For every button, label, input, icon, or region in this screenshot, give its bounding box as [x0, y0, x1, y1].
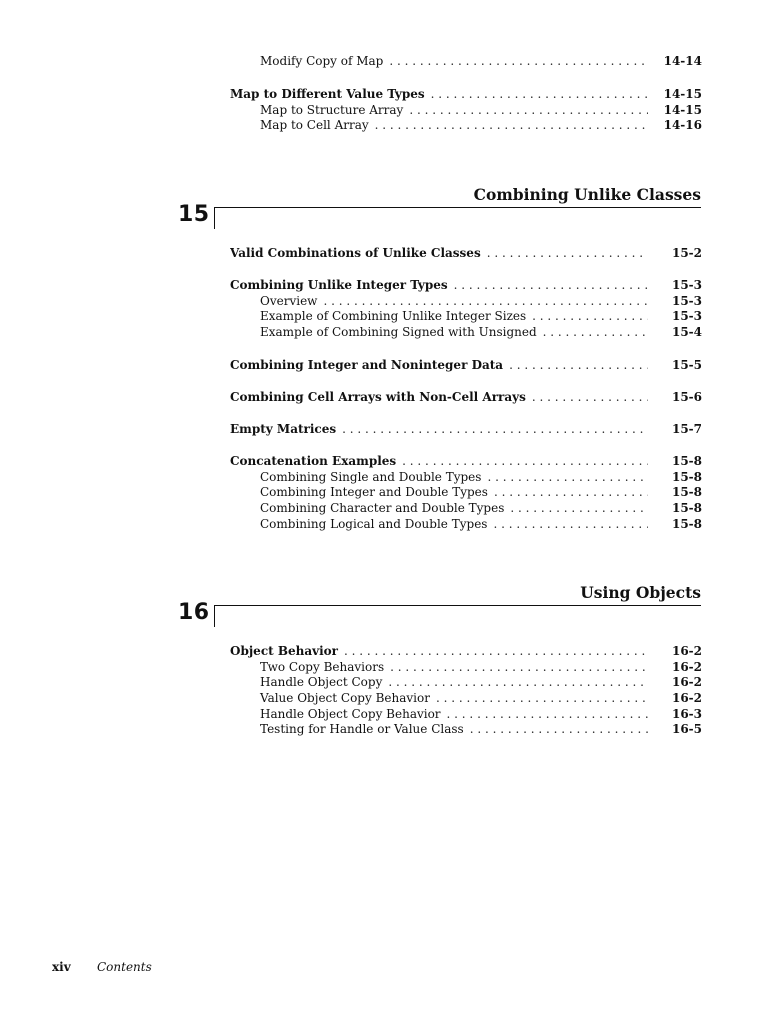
dot-leader	[323, 294, 648, 310]
dot-leader	[532, 309, 648, 325]
toc-entry-title: Value Object Copy Behavior	[260, 691, 430, 706]
dot-leader	[454, 278, 648, 294]
toc-group	[230, 644, 702, 738]
dot-leader	[470, 722, 648, 738]
chapter-rule-tick	[214, 605, 215, 627]
toc-entry-page: 14-14	[663, 54, 702, 68]
toc-entry-page: 14-16	[663, 118, 702, 133]
toc-entry-page: 15-6	[671, 390, 702, 404]
toc-entry-page: 15-7	[671, 422, 702, 436]
toc-entry[interactable]	[230, 390, 702, 406]
toc-entry-title: Two Copy Behaviors	[260, 659, 385, 674]
toc-entry[interactable]	[230, 722, 702, 738]
toc-entry-page: 15-8	[671, 485, 702, 500]
toc-entry-title: Map to Cell Array	[260, 118, 369, 133]
dot-leader	[402, 454, 648, 470]
toc-entry[interactable]	[230, 309, 702, 325]
toc-entry-title: Example of Combining Unlike Integer Sizes	[260, 309, 527, 324]
toc-entry-title: Combining Cell Arrays with Non-Cell Arrays	[230, 390, 526, 404]
toc-entry-page: 14-15	[663, 87, 702, 101]
dot-leader	[494, 485, 648, 501]
toc-group	[230, 246, 702, 262]
toc-entry-title: Overview	[260, 293, 318, 308]
footer-page-number: xiv	[52, 960, 71, 974]
toc-entry-title: Map to Different Value Types	[230, 87, 425, 101]
toc-entry[interactable]	[230, 485, 702, 501]
toc-entry[interactable]	[230, 54, 702, 70]
toc-entry-title: Empty Matrices	[230, 422, 337, 436]
dot-leader	[344, 644, 648, 660]
toc-entry[interactable]	[230, 644, 702, 660]
toc-entry-page: 15-5	[671, 358, 702, 372]
toc-entry-page: 15-8	[671, 469, 702, 484]
dot-leader	[342, 422, 648, 438]
toc-entry[interactable]	[230, 278, 702, 294]
chapter-rule	[214, 605, 701, 606]
dot-leader	[509, 358, 648, 374]
chapter-title: Combining Unlike Classes	[473, 185, 701, 204]
toc-entry-title: Combining Integer and Noninteger Data	[230, 358, 504, 372]
toc-entry[interactable]	[230, 103, 702, 119]
chapter-number: 16	[178, 600, 210, 625]
chapter-title: Using Objects	[580, 583, 701, 602]
toc-entry-page: 15-3	[671, 293, 702, 308]
toc-entry[interactable]	[230, 501, 702, 517]
dot-leader	[390, 660, 648, 676]
toc-entry-title: Map to Structure Array	[260, 102, 404, 117]
toc-group	[230, 54, 702, 70]
toc-entry[interactable]	[230, 517, 702, 533]
toc-group	[230, 278, 702, 341]
toc-entry-page: 16-5	[671, 722, 702, 737]
toc-entry-page: 15-8	[671, 516, 702, 531]
toc-group	[230, 87, 702, 134]
chapter-number: 15	[178, 202, 210, 227]
toc-entry-title: Handle Object Copy	[260, 675, 383, 690]
toc-entry-page: 14-15	[663, 102, 702, 117]
toc-entry[interactable]	[230, 325, 702, 341]
toc-entry-page: 15-3	[671, 278, 702, 292]
toc-entry[interactable]	[230, 454, 702, 470]
dot-leader	[487, 470, 648, 486]
toc-entry-page: 15-2	[671, 246, 702, 260]
toc-entry-page: 15-3	[671, 309, 702, 324]
dot-leader	[487, 246, 648, 262]
dot-leader	[436, 691, 648, 707]
toc-entry[interactable]	[230, 660, 702, 676]
toc-entry[interactable]	[230, 691, 702, 707]
toc-entry-page: 16-2	[671, 659, 702, 674]
toc-group	[230, 390, 702, 406]
toc-entry[interactable]	[230, 422, 702, 438]
chapter-rule	[214, 207, 701, 208]
dot-leader	[409, 103, 648, 119]
toc-entry-page: 15-4	[671, 325, 702, 340]
toc-group	[230, 358, 702, 374]
toc-entry[interactable]	[230, 246, 702, 262]
toc-entry-page: 16-2	[671, 644, 702, 658]
dot-leader	[431, 87, 648, 103]
toc-entry-title: Combining Character and Double Types	[260, 501, 505, 516]
chapter-rule-tick	[214, 207, 215, 229]
toc-group	[230, 422, 702, 438]
toc-entry-title: Combining Integer and Double Types	[260, 485, 488, 500]
toc-entry-title: Combining Single and Double Types	[260, 469, 482, 484]
dot-leader	[389, 54, 648, 70]
toc-entry-title: Modify Copy of Map	[260, 54, 384, 68]
toc-entry[interactable]	[230, 707, 702, 723]
dot-leader	[532, 390, 648, 406]
toc-entry-page: 16-2	[671, 691, 702, 706]
dot-leader	[375, 118, 648, 134]
dot-leader	[543, 325, 648, 341]
toc-entry[interactable]	[230, 87, 702, 103]
toc-entry-title: Combining Unlike Integer Types	[230, 278, 448, 292]
toc-entry-page: 16-3	[671, 706, 702, 721]
toc-entry[interactable]	[230, 118, 702, 134]
toc-entry[interactable]	[230, 470, 702, 486]
toc-entry-title: Valid Combinations of Unlike Classes	[230, 246, 481, 260]
toc-entry-title: Concatenation Examples	[230, 454, 397, 468]
toc-entry-title: Combining Logical and Double Types	[260, 516, 488, 531]
footer-section-label: Contents	[97, 960, 152, 974]
toc-entry-page: 15-8	[671, 454, 702, 468]
toc-group	[230, 454, 702, 532]
dot-leader	[493, 517, 648, 533]
dot-leader	[510, 501, 648, 517]
toc-entry-title: Handle Object Copy Behavior	[260, 706, 441, 721]
toc-entry-title: Testing for Handle or Value Class	[260, 722, 464, 737]
toc-entry-title: Object Behavior	[230, 644, 338, 658]
toc-entry-title: Example of Combining Signed with Unsigned	[260, 325, 537, 340]
toc-entry-page: 15-8	[671, 501, 702, 516]
toc-entry[interactable]	[230, 675, 702, 691]
toc-entry-page: 16-2	[671, 675, 702, 690]
toc-entry[interactable]	[230, 294, 702, 310]
dot-leader	[388, 675, 648, 691]
toc-entry[interactable]	[230, 358, 702, 374]
dot-leader	[447, 707, 648, 723]
